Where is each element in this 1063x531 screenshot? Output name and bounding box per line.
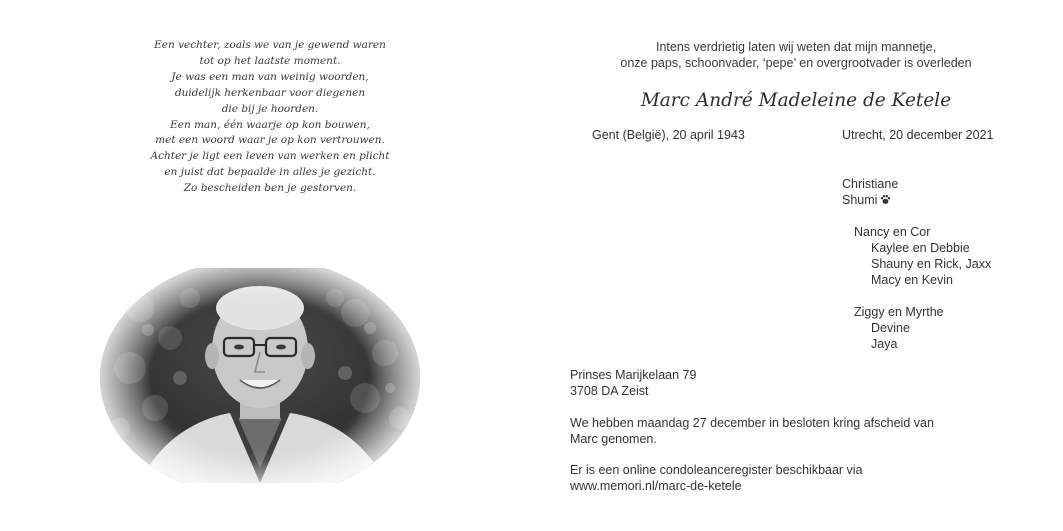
poem-line: met een woord waar je op kon vertrouwen. bbox=[155, 134, 385, 147]
family-grandchild: Kaylee en Debbie bbox=[871, 241, 970, 255]
register-text: Er is een online condoleanceregister beschikbaar via bbox=[570, 463, 863, 477]
family-partner: Christiane bbox=[842, 177, 899, 191]
family-grandchild: Devine bbox=[871, 321, 910, 335]
register-url[interactable]: www.memori.nl/marc-de-ketele bbox=[570, 479, 742, 493]
poem-line: en juist dat bepaalde in alles je gezicht. bbox=[164, 166, 376, 179]
poem-line: Achter je ligt een leven van werken en plicht bbox=[150, 150, 390, 163]
poem-line: die bij je hoorden. bbox=[221, 102, 319, 115]
family-grandchild: Macy en Kevin bbox=[871, 273, 953, 287]
pet-name: Shumi bbox=[842, 193, 878, 207]
poem bbox=[110, 38, 430, 197]
poem-line: duidelijk herkenbaar voor diegenen bbox=[174, 86, 366, 99]
poem-line: Een vechter, zoals we van je gewend waren bbox=[154, 39, 386, 51]
announcement-intro bbox=[560, 39, 1032, 71]
poem-line: Een man, één waarje op kon bouwen, bbox=[170, 118, 370, 131]
intro-line: onze paps, schoonvader, ‘pepe’ en overgrootvader is overleden bbox=[620, 56, 972, 70]
poem-line: Zo bescheiden ben je gestorven. bbox=[183, 182, 357, 195]
farewell-notice bbox=[570, 415, 934, 447]
farewell-line: Marc genomen. bbox=[570, 432, 657, 446]
intro-line: Intens verdrietig laten wij weten dat mijn mannetje, bbox=[655, 40, 936, 54]
address-city: 3708 DA Zeist bbox=[570, 384, 649, 398]
family-child: Ziggy en Myrthe bbox=[854, 305, 944, 319]
address-street: Prinses Marijkelaan 79 bbox=[570, 368, 697, 382]
paw-icon bbox=[880, 194, 891, 205]
farewell-line: We hebben maandag 27 december in besloten kring afscheid van bbox=[570, 416, 934, 430]
condolence-register bbox=[570, 462, 863, 494]
family-pet bbox=[842, 192, 891, 208]
family-grandchild: Shauny en Rick, Jaxx bbox=[871, 257, 992, 271]
death-place-date: Utrecht, 20 december 2021 bbox=[842, 128, 994, 142]
family-child: Nancy en Cor bbox=[854, 225, 931, 239]
portrait-photo bbox=[100, 268, 420, 483]
family-grandchild: Jaya bbox=[871, 337, 898, 351]
birth-place-date: Gent (België), 20 april 1943 bbox=[592, 128, 745, 142]
poem-line: Je was een man van weinig woorden, bbox=[171, 70, 369, 83]
poem-line: tot op het laatste moment. bbox=[199, 54, 341, 67]
deceased-name: Marc André Madeleine de Ketele bbox=[640, 90, 952, 111]
correspondence-address bbox=[570, 367, 696, 399]
